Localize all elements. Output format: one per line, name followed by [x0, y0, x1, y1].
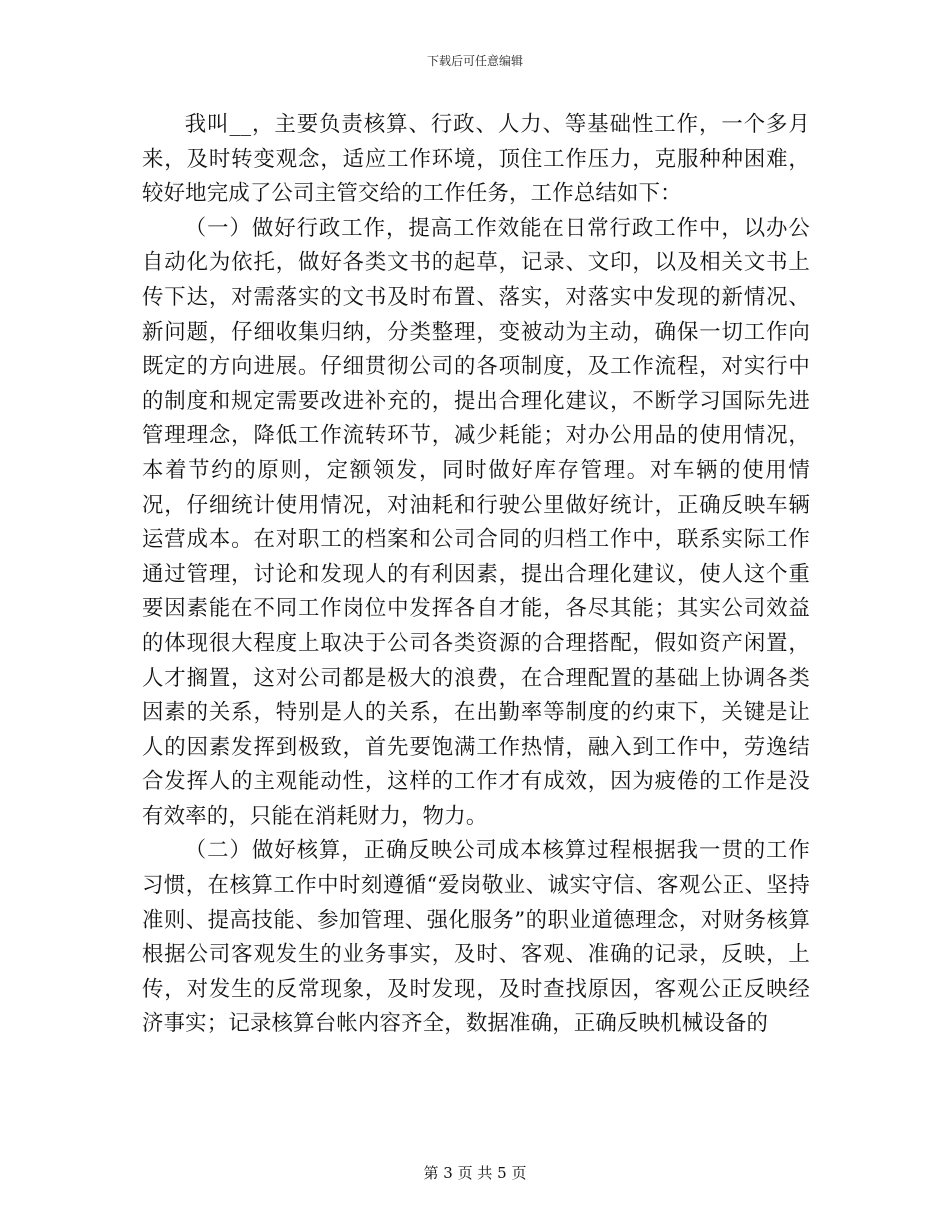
- paragraph-admin-work: （一）做好行政工作，提高工作效能在日常行政工作中，以办公自动化为依托，做好各类文书的起草，记录、文印，以及相关文书上传下达，对需落实的文书及时布置、落实，对落实中发现的新情况、新问题，仔细收集归纳，分类整理，变被动为主动，确保一切工作向既定的方向进展。仔细贯彻公司的各项制度，及工作流程，对实行中的制度和规定需要改进补充的，提出合理化建议，不断学习国际先进管理理念，降低工作流转环节，减少耗能；对办公用品的使用情况，本着节约的原则，定额领发，同时做好库存管理。对车辆的使用情况，仔细统计使用情况，对油耗和行驶公里做好统计，正确反映车辆运营成本。在对职工的档案和公司合同的归档工作中，联系实际工作通过管理，讨论和发现人的有利因素，提出合理化建议，使人这个重要因素能在不同工作岗位中发挥各自才能，各尽其能；其实公司效益的体现很大程度上取决于公司各类资源的合理搭配，假如资产闲置，人才搁置，这对公司都是极大的浪费，在合理配置的基础上协调各类因素的关系，特别是人的关系，在出勤率等制度的约束下，关键是让人的因素发挥到极致，首先要饱满工作热情，融入到工作中，劳逸结合发挥人的主观能动性，这样的工作才有成效，因为疲倦的工作是没有效率的，只能在消耗财力，物力。: [142, 215, 810, 829]
- paragraph-accounting: （二）做好核算，正确反映公司成本核算过程根据我一贯的工作习惯，在核算工作中时刻遵循“爱岗敬业、诚实守信、客观公正、坚持准则、提高技能、参加管理、强化服务”的职业道德理念，对财务核算根据公司客观发生的业务事实，及时、客观、准确的记录，反映，上传，对发生的反常现象，及时发现，及时查找原因，客观公正反映经济事实；记录核算台帐内容齐全，数据准确，正确反映机械设备的: [142, 838, 810, 1037]
- page-header: 下载后可任意编辑: [426, 54, 523, 68]
- page-number: 第 3 页 共 5 页: [423, 1164, 527, 1182]
- document-body: [142, 108, 810, 1042]
- paragraph-intro: 我叫__，主要负责核算、行政、人力、等基础性工作，一个多月来，及时转变观念，适应工作环境，顶住工作压力，克服种种困难，较好地完成了公司主管交给的工作任务，工作总结如下：: [142, 112, 810, 207]
